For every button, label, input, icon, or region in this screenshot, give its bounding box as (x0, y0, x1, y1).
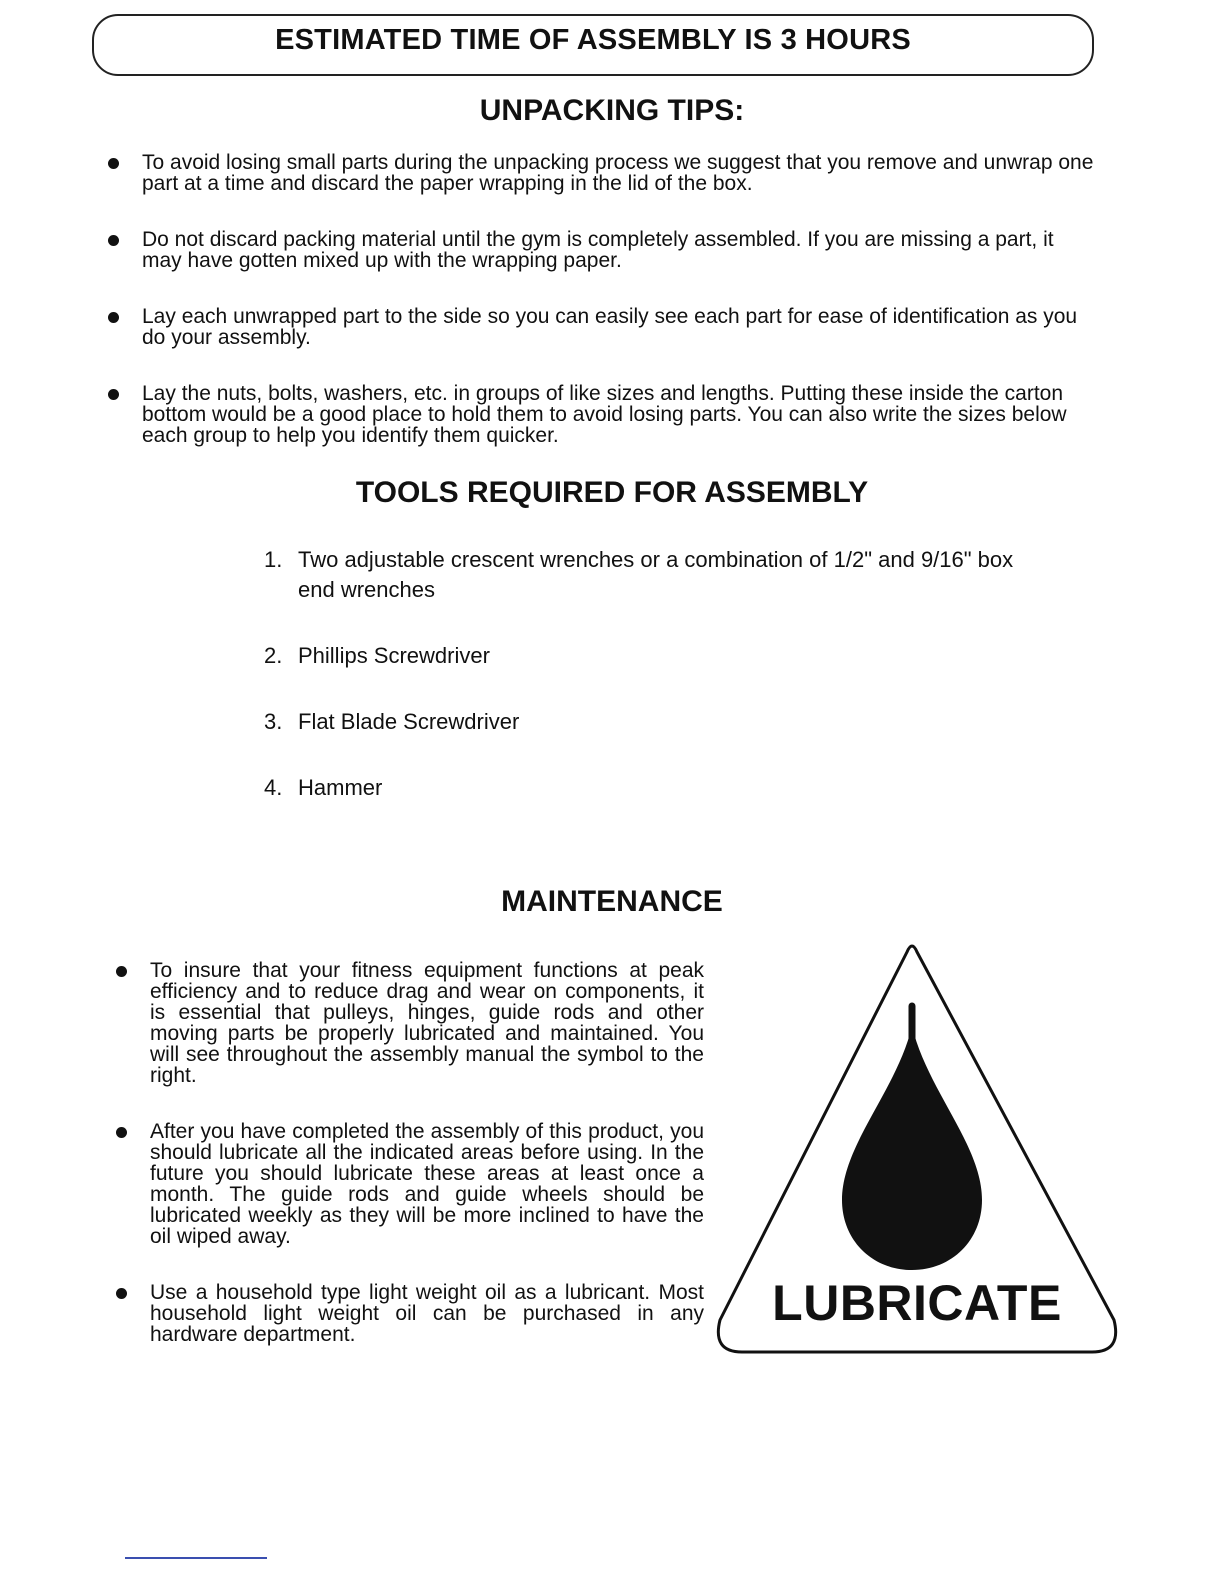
maintenance-item: Use a household type light weight oil as a lubricant. Most household light weight oil can be purchased in any hardware department. (116, 1282, 704, 1345)
unpacking-tips-heading: UNPACKING TIPS: (479, 94, 745, 127)
tool-item (264, 545, 1024, 605)
unpacking-tips-list (108, 152, 1098, 481)
tool-item (264, 773, 1024, 803)
tool-text: Phillips Screwdriver (298, 643, 490, 668)
oil-drop-icon (842, 1026, 982, 1270)
unpacking-tip: Do not discard packing material until the gym is completely assembled. If you are missing a part, it may have gotten mixed up with the wrapping paper. (108, 229, 1098, 271)
tools-required-heading: TOOLS REQUIRED FOR ASSEMBLY (355, 476, 869, 509)
maintenance-item: After you have completed the assembly of this product, you should lubricate all the indicated areas before using. In the future you should lubricate these areas at least once a month. The guide rods and guide wheels should be lubricated weekly as they will be more inclined to have the oil wiped away. (116, 1121, 704, 1247)
tool-number: 2. (264, 643, 283, 668)
tool-item (264, 707, 1024, 737)
unpacking-tip: To avoid losing small parts during the unpacking process we suggest that you remove and unwrap one part at a time and discard the paper wrapping in the lid of the box. (108, 152, 1098, 194)
maintenance-list (116, 960, 704, 1380)
footer-rule (125, 1557, 267, 1559)
unpacking-tip: Lay each unwrapped part to the side so you can easily see each part for ease of identification as you do your assembly. (108, 306, 1098, 348)
tool-number: 3. (264, 709, 283, 734)
tool-text: Two adjustable crescent wrenches or a combination of 1/2" and 9/16" box end wrenches (298, 547, 1014, 602)
lubricate-label: LUBRICATE (772, 1275, 1062, 1331)
unpacking-tip: Lay the nuts, bolts, washers, etc. in groups of like sizes and lengths. Putting these inside the carton bottom would be a good place to hold them to avoid losing parts. You can also write the sizes below each group to help you identify them quicker. (108, 383, 1098, 446)
tool-item (264, 641, 1024, 671)
tools-list (264, 545, 1024, 803)
maintenance-item: To insure that your fitness equipment functions at peak efficiency and to reduce drag and wear on components, it is essential that pulleys, hinges, guide rods and other moving parts be properly lubricated and maintained. You will see throughout the assembly manual the symbol to the right. (116, 960, 704, 1086)
tool-text: Flat Blade Screwdriver (298, 709, 520, 734)
assembly-time-banner (92, 14, 1094, 76)
tool-number: 1. (264, 547, 283, 572)
assembly-time-text: ESTIMATED TIME OF ASSEMBLY IS 3 HOURS (275, 23, 911, 56)
tool-number: 4. (264, 775, 283, 800)
maintenance-heading: MAINTENANCE (501, 885, 723, 918)
tool-text: Hammer (298, 775, 383, 800)
lubricate-symbol (712, 940, 1122, 1360)
